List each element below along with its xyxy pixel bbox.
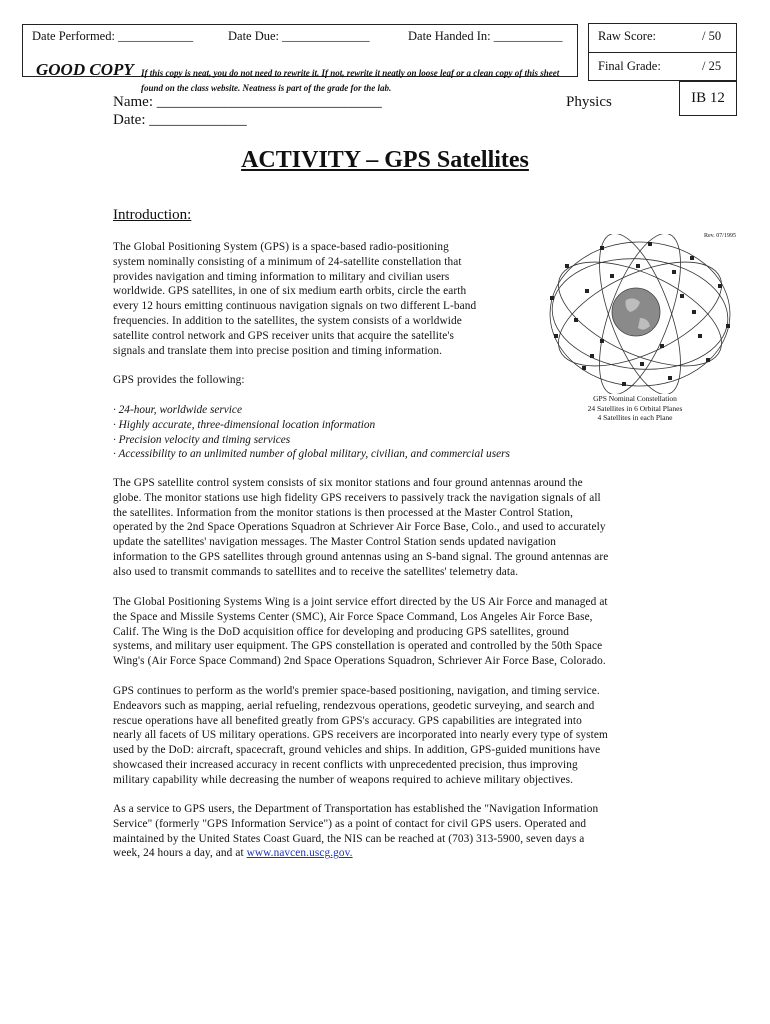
satellite	[698, 334, 702, 338]
satellite	[706, 358, 710, 362]
paragraph-provides: GPS provides the following:	[113, 374, 245, 386]
text-line: The Global Positioning System (GPS) is a space-based radio-positioning	[113, 241, 449, 253]
text-line: used by the DoD: aircraft, spacecraft, ground vehicles and ships. In addition, GPS-guided munitions have	[113, 744, 601, 757]
name-field[interactable]: Name: ______________________________	[113, 94, 382, 110]
text-line: provides navigation and timing information to military and civilian users	[113, 270, 450, 283]
gps-constellation-figure	[540, 234, 740, 394]
satellite	[692, 310, 696, 314]
intro-heading: Introduction:	[113, 207, 192, 223]
paragraph-wing	[113, 595, 608, 669]
final-grade-label: Final Grade:	[598, 59, 661, 73]
text-line: also used to transmit commands to satellites and to receive the satellites' telemetry data.	[113, 565, 519, 578]
satellite	[582, 366, 586, 370]
subject-label: Physics	[566, 94, 612, 110]
text-line: satellite control network and GPS receiver units that acquire the satellite's	[113, 329, 455, 342]
satellite	[660, 344, 664, 348]
satellite	[600, 339, 604, 343]
text-line: globe. The monitor stations use high fidelity GPS receivers to passively track the navigation signals of all	[113, 491, 601, 504]
caption-line: 4 Satellites in each Plane	[597, 413, 673, 422]
final-grade-value[interactable]: / 25	[702, 59, 722, 73]
satellite	[636, 264, 640, 268]
text-line: showcased their increased accuracy in recent conflicts with unprecedented precision, thus improving	[113, 758, 578, 771]
text-line: worldwide. GPS satellites, in one of six medium earth orbits, circle the earth	[113, 285, 467, 298]
text-line: Calif. The Wing is the DoD acquisition office for developing and producing GPS satellites, ground	[113, 625, 570, 638]
list-item: · 24-hour, worldwide service	[113, 404, 242, 416]
text-line: systems, and military user equipment. The GPS constellation is operated and controlled by the 50th Space	[113, 640, 603, 653]
satellite	[680, 294, 684, 298]
text-line: GPS continues to perform as the world's premier space-based positioning, navigation, and timing service.	[113, 685, 600, 697]
text-line: Service" (formerly "GPS Information Service") as a point of contact for civil GPS users. Operated and	[113, 817, 587, 830]
satellite	[610, 274, 614, 278]
date-due-field[interactable]: Date Due: ______________	[228, 29, 370, 43]
text-line	[113, 846, 598, 861]
good-copy-label: GOOD COPY	[36, 60, 134, 79]
text-line: update the satellites' navigation messages. The Master Control Station sends updated navigation	[113, 536, 557, 549]
figure-caption	[560, 394, 710, 423]
satellite	[726, 324, 730, 328]
text-line: maintained by the United States Coast Guard, the NIS can be reached at (703) 313-5900, seven days a	[113, 832, 585, 845]
text-line: The Global Positioning Systems Wing is a joint service effort directed by the US Air Force and managed at	[113, 596, 608, 608]
date-performed-field[interactable]: Date Performed: ____________	[32, 29, 194, 43]
text-line: the Space and Missile Systems Center (SMC), Air Force Space Command, Los Angeles Air Force Base,	[113, 610, 593, 623]
good-copy-note: If this copy is neat, you do not need to rewrite it. If not, rewrite it neatly on loose leaf or a clean copy of this sheet found on the class website. Neatness is part of the grade for the lab.	[141, 68, 560, 93]
text-line-start: week, 24 hours a day, and at	[113, 847, 247, 860]
feature-list	[113, 403, 510, 462]
caption-line: 24 Satellites in 6 Orbital Planes	[587, 403, 683, 413]
satellite	[565, 264, 569, 268]
text-line: signals and translate them into precise position and timing information.	[113, 344, 443, 357]
text-line: information to the GPS satellites through ground antennas using an S-band signal. The ground antennas are	[113, 550, 609, 563]
satellite	[554, 334, 558, 338]
paragraph-intro	[113, 240, 476, 358]
caption-line: GPS Nominal Constellation	[593, 394, 677, 403]
text-line: system nominally consisting of a minimum of 24-satellite constellation that	[113, 255, 462, 268]
satellite	[590, 354, 594, 358]
satellite	[690, 256, 694, 260]
text-line: The GPS satellite control system consists of six monitor stations and four ground antennas around the	[113, 477, 583, 489]
satellite	[640, 362, 644, 366]
raw-score-value[interactable]: / 50	[702, 29, 722, 43]
score-divider	[588, 52, 737, 53]
list-item: · Highly accurate, three-dimensional location information	[113, 418, 376, 431]
text-line: frequencies. In addition to the satellites, the system consists of a worldwide	[113, 314, 462, 327]
text-line: every 12 hours emitting continuous navigation signals on two different L-band	[113, 300, 477, 313]
navcen-link[interactable]: www.navcen.uscg.gov.	[246, 847, 353, 860]
date-field[interactable]: Date: _____________	[113, 112, 247, 128]
list-item: · Accessibility to an unlimited number of global military, civilian, and commercial users	[113, 448, 510, 461]
text-line: military capability while decreasing the number of weapons required to achieve military objectives.	[113, 773, 574, 786]
satellite	[550, 296, 554, 300]
satellite	[672, 270, 676, 274]
text-line: operated by the 2nd Space Operations Squadron at Schriever Air Force Base, Colo., and used to accurately	[113, 521, 606, 534]
satellite	[648, 242, 652, 246]
text-line: Wing's (Air Force Space Command) 2nd Space Operations Squadron, Schriever Air Force Base, Colorado.	[113, 655, 606, 668]
paragraph-control-system	[113, 476, 608, 580]
satellite	[668, 376, 672, 380]
satellite	[718, 284, 722, 288]
text-line: nearly all facets of US military operations. GPS receivers are incorporated into nearly every type of system	[113, 729, 608, 742]
satellite	[574, 318, 578, 322]
satellite	[585, 289, 589, 293]
page-title: ACTIVITY – GPS Satellites	[241, 147, 529, 173]
text-line: Endeavors such as mapping, aerial refueling, rendezvous operations, geodetic surveying, and search and	[113, 699, 595, 712]
text-line: the satellites. Information from the monitor stations is then processed at the Master Control Station,	[113, 506, 574, 519]
satellite	[600, 246, 604, 250]
text-line: As a service to GPS users, the Department of Transportation has established the "Navigation Information	[113, 803, 599, 815]
earth-globe	[612, 288, 660, 336]
paragraph-performance	[113, 684, 608, 788]
text-line: rescue operations have all benefited greatly from GPS's accuracy. GPS capabilities are integrated into	[113, 714, 582, 727]
class-tag: IB 12	[679, 81, 737, 116]
raw-score-label: Raw Score:	[598, 29, 656, 43]
satellite	[622, 382, 626, 386]
figure-corner-note: Rev. 07/1995	[704, 233, 736, 239]
list-item: · Precision velocity and timing services	[113, 433, 291, 446]
date-handed-in-field[interactable]: Date Handed In: ___________	[408, 29, 563, 43]
paragraph-service	[113, 802, 598, 861]
